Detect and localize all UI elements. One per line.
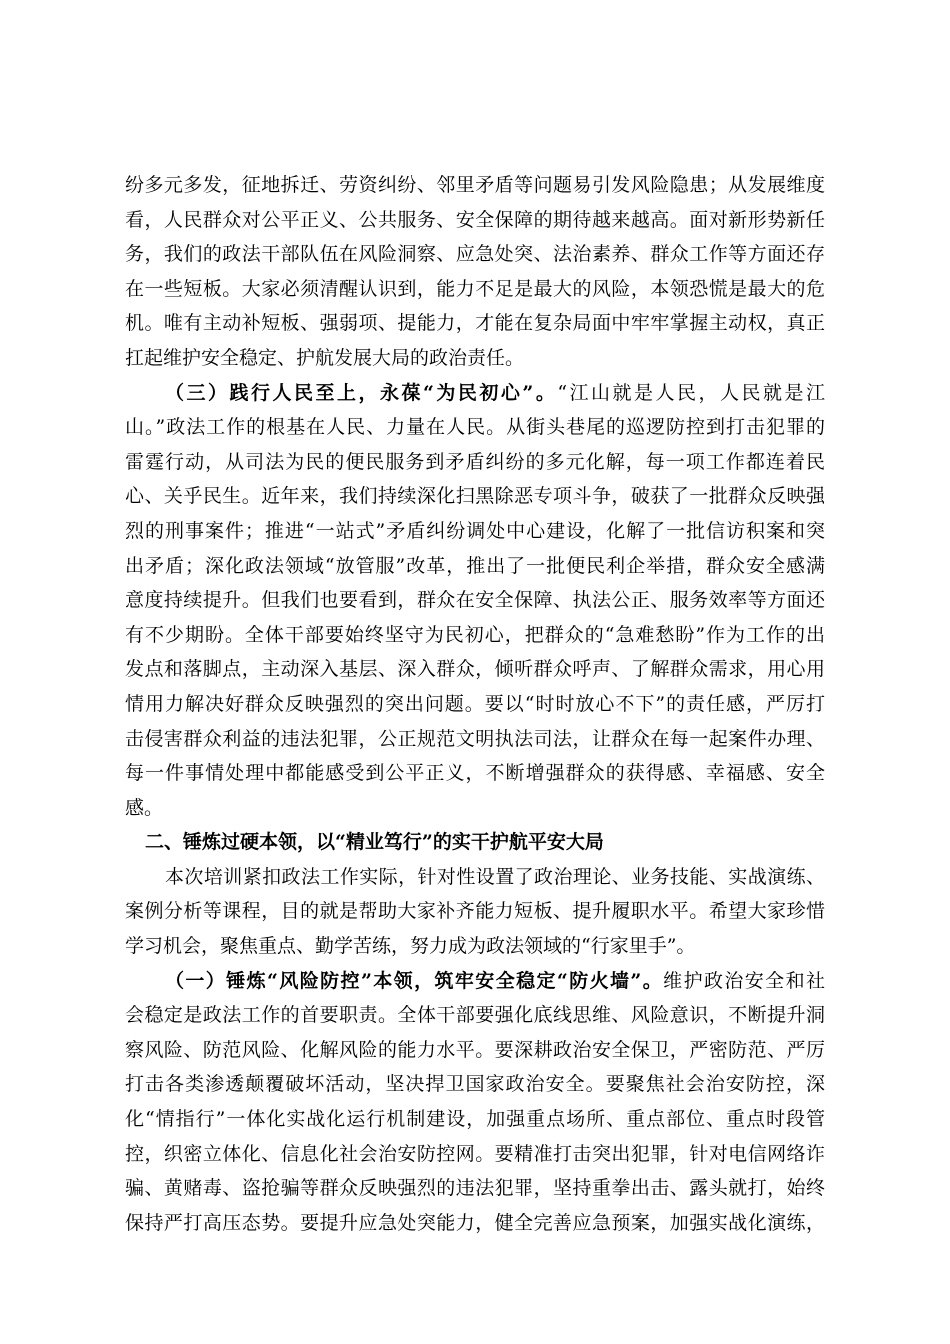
- text-line: 有不少期盼。全体干部要始终坚守为民初心，把群众的“急难愁盼”作为工作的出: [125, 623, 825, 646]
- text-line-rest: 维护政治安全和社: [663, 969, 825, 992]
- text-line-first: 本次培训紧扣政法工作实际，针对性设置了政治理论、业务技能、实战演练、: [165, 865, 825, 888]
- subsection-heading: （一）锤炼“风险防控”本领，筑牢安全稳定“防火墙”。: [165, 969, 664, 992]
- text-line-first: [125, 964, 825, 999]
- text-line: 纷多元多发，征地拆迁、劳资纠纷、邻里矛盾等问题易引发风险隐患；从发展维度: [125, 174, 825, 196]
- text-line: 打击各类渗透颠覆破坏活动，坚决捍卫国家政治安全。要聚焦社会治安防控，深: [125, 1073, 825, 1096]
- text-line-first: [125, 376, 825, 411]
- text-line: 看，人民群众对公平正义、公共服务、安全保障的期待越来越高。面对新形势新任: [125, 208, 825, 231]
- text-line: 感。: [125, 796, 164, 819]
- text-line: 意度持续提升。但我们也要看到，群众在安全保障、执法公正、服务效率等方面还: [125, 589, 825, 612]
- text-line: 雷霆行动，从司法为民的便民服务到矛盾纠纷的多元化解，每一项工作都连着民: [125, 450, 825, 473]
- text-line: 务，我们的政法干部队伍在风险洞察、应急处突、法治素养、群众工作等方面还存: [125, 243, 825, 266]
- paragraph-training-intro: [125, 860, 825, 964]
- text-line: 会稳定是政法工作的首要职责。全体干部要强化底线思维、风险意识，不断提升洞: [125, 1004, 825, 1027]
- subsection-paragraph-1: [125, 964, 825, 1241]
- document-page: [125, 168, 825, 1240]
- subsection-paragraph-3: [125, 376, 825, 826]
- text-line: 出矛盾；深化政法领域“放管服”改革，推出了一批便民利企举措，群众安全感满: [125, 554, 825, 577]
- subsection-heading: （三）践行人民至上，永葆“为民初心”。: [165, 381, 558, 404]
- text-line: 机。唯有主动补短板、强弱项、提能力，才能在复杂局面中牢牢掌握主动权，真正: [125, 312, 825, 335]
- text-line: 击侵害群众利益的违法犯罪，公正规范文明执法司法，让群众在每一起案件办理、: [125, 727, 825, 750]
- text-line: 案例分析等课程，目的就是帮助大家补齐能力短板、提升履职水平。希望大家珍惜: [125, 900, 825, 923]
- text-line: 学习机会，聚焦重点、勤学苦练，努力成为政法领域的“行家里手”。: [125, 935, 696, 958]
- text-line: 在一些短板。大家必须清醒认识到，能力不足是最大的风险，本领恐慌是最大的危: [125, 277, 825, 300]
- text-line: 骗、黄赌毒、盗抢骗等群众反映强烈的违法犯罪，坚持重拳出击、露头就打，始终: [125, 1177, 825, 1200]
- text-line: 控，织密立体化、信息化社会治安防控网。要精准打击突出犯罪，针对电信网络诈: [125, 1142, 825, 1165]
- section-heading-2: [125, 825, 825, 860]
- text-line: 烈的刑事案件；推进“一站式”矛盾纠纷调处中心建设，化解了一批信访积案和突: [125, 519, 825, 542]
- text-line: 察风险、防范风险、化解风险的能力水平。要深耕政治安全保卫，严密防范、严厉: [125, 1038, 825, 1061]
- paragraph-continuation: [125, 168, 825, 376]
- text-line: 情用力解决好群众反映强烈的突出问题。要以“时时放心不下”的责任感，严厉打: [125, 692, 825, 715]
- text-line: 每一件事情处理中都能感受到公平正义，不断增强群众的获得感、幸福感、安全: [125, 762, 825, 785]
- text-line: 扛起维护安全稳定、护航发展大局的政治责任。: [125, 346, 525, 369]
- text-line: 保持严打高压态势。要提升应急处突能力，健全完善应急预案，加强实战化演练，: [125, 1211, 825, 1234]
- section-heading: 二、锤炼过硬本领，以“精业笃行”的实干护航平安大局: [145, 831, 604, 854]
- text-line: 化“情指行”一体化实战化运行机制建设，加强重点场所、重点部位、重点时段管: [125, 1108, 825, 1131]
- text-line: 发点和落脚点，主动深入基层、深入群众，倾听群众呼声、了解群众需求，用心用: [125, 658, 825, 681]
- text-line: 山。”政法工作的根基在人民、力量在人民。从街头巷尾的巡逻防控到打击犯罪的: [125, 416, 825, 439]
- text-line-rest: “江山就是人民，人民就是江: [557, 381, 825, 404]
- text-line: 心、关乎民生。近年来，我们持续深化扫黑除恶专项斗争，破获了一批群众反映强: [125, 485, 825, 508]
